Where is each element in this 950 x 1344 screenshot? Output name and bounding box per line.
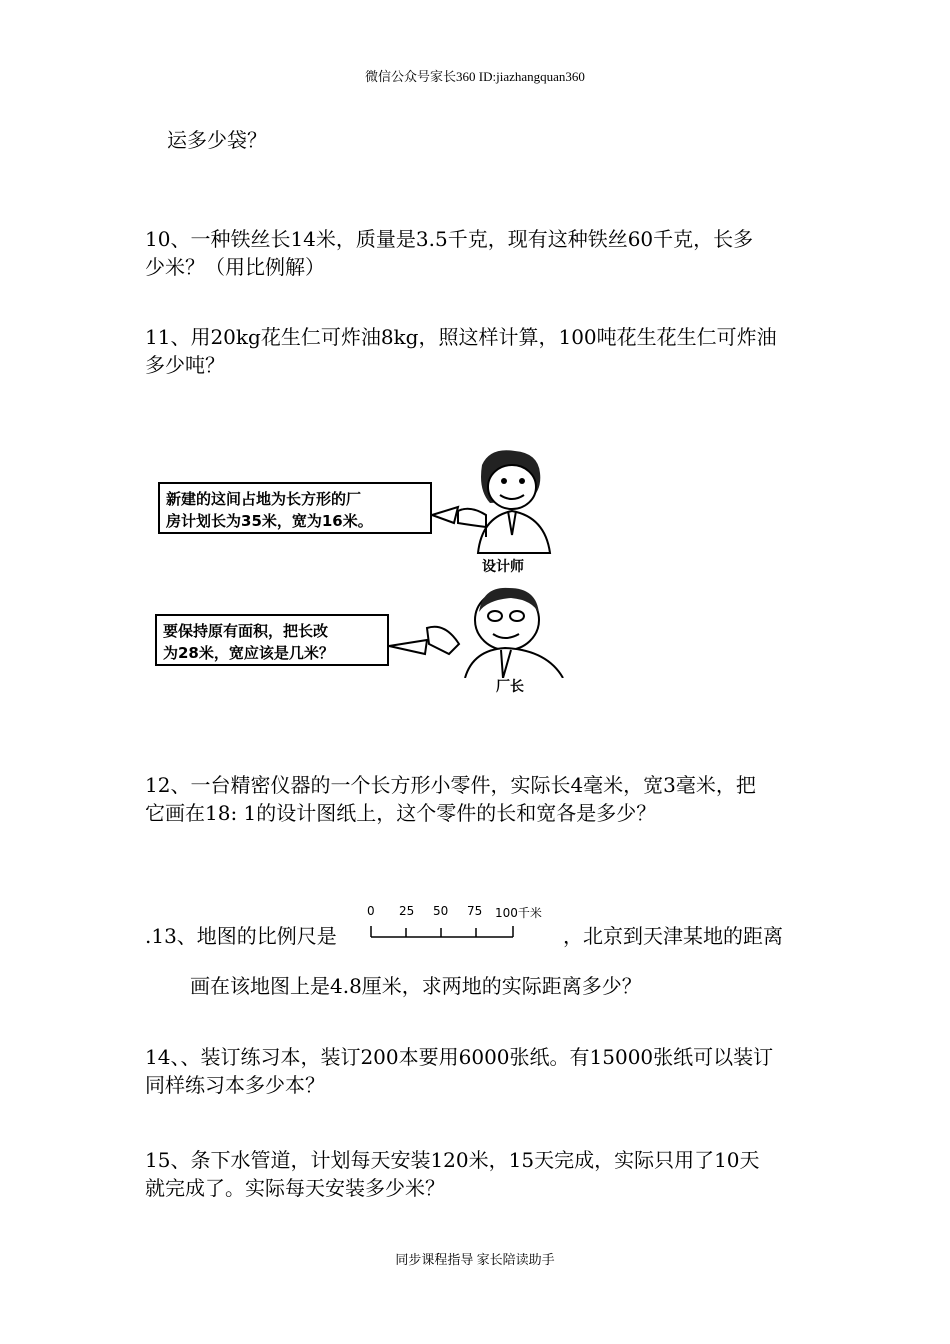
scale-label-0: 0 — [367, 904, 375, 918]
question-15-line2: 就完成了。实际每天安装多少米？ — [145, 1176, 445, 1200]
scale-label-100km: 100千米 — [495, 906, 542, 920]
designer-speech-line2: 房计划长为35米，宽为16米。 — [166, 512, 373, 530]
director-caption: 厂长 — [496, 679, 524, 695]
director-illustration — [387, 582, 587, 678]
question-15-line1: 15、条下水管道，计划每天安装120米，15天完成，实际只用了10天 — [145, 1148, 760, 1172]
question-14-line1: 14、、装订练习本，装订200本要用6000张纸。有15000张纸可以装订 — [145, 1045, 774, 1069]
scale-label-75: 75 — [467, 904, 483, 918]
question-11-line1: 11、用20kg花生仁可炸油8kg，照这样计算，100吨花生花生仁可炸油 — [145, 325, 777, 349]
question-11-line2: 多少吨？ — [145, 353, 225, 377]
page-header: 微信公众号家长360 ID:jiazhangquan360 — [365, 69, 585, 84]
question-10-line2: 少米？（用比例解） — [145, 255, 325, 279]
designer-speech-line1: 新建的这间占地为长方形的厂 — [166, 490, 362, 508]
director-speech-bubble — [155, 614, 389, 666]
scale-label-25: 25 — [399, 904, 415, 918]
designer-caption: 设计师 — [482, 559, 524, 575]
page-footer: 同步课程指导 家长陪读助手 — [395, 1252, 555, 1267]
question-13-prefix: .13、地图的比例尺是 — [145, 924, 337, 948]
question-13-line2: 画在该地图上是4.8厘米，求两地的实际距离多少？ — [190, 974, 642, 998]
question-10-line1: 10、一种铁丝长14米，质量是3.5千克，现有这种铁丝60千克，长多 — [145, 227, 754, 251]
question-12-line2: 它画在18: 1的设计图纸上，这个零件的长和宽各是多少？ — [145, 801, 657, 825]
scale-label-50: 50 — [433, 904, 449, 918]
question-12-line1: 12、一台精密仪器的一个长方形小零件，实际长4毫米，宽3毫米，把 — [145, 773, 756, 797]
question-13-suffix: ，北京到天津某地的距离 — [563, 924, 783, 948]
question-9-tail: 运多少袋？ — [167, 128, 267, 152]
question-14-line2: 同样练习本多少本？ — [145, 1073, 325, 1097]
map-scale-bar — [368, 922, 518, 940]
director-speech-line1: 要保持原有面积，把长改 — [163, 622, 329, 640]
designer-speech-bubble — [158, 482, 432, 534]
director-speech-line2: 为28米，宽应该是几米？ — [163, 644, 334, 662]
designer-illustration — [430, 445, 560, 565]
